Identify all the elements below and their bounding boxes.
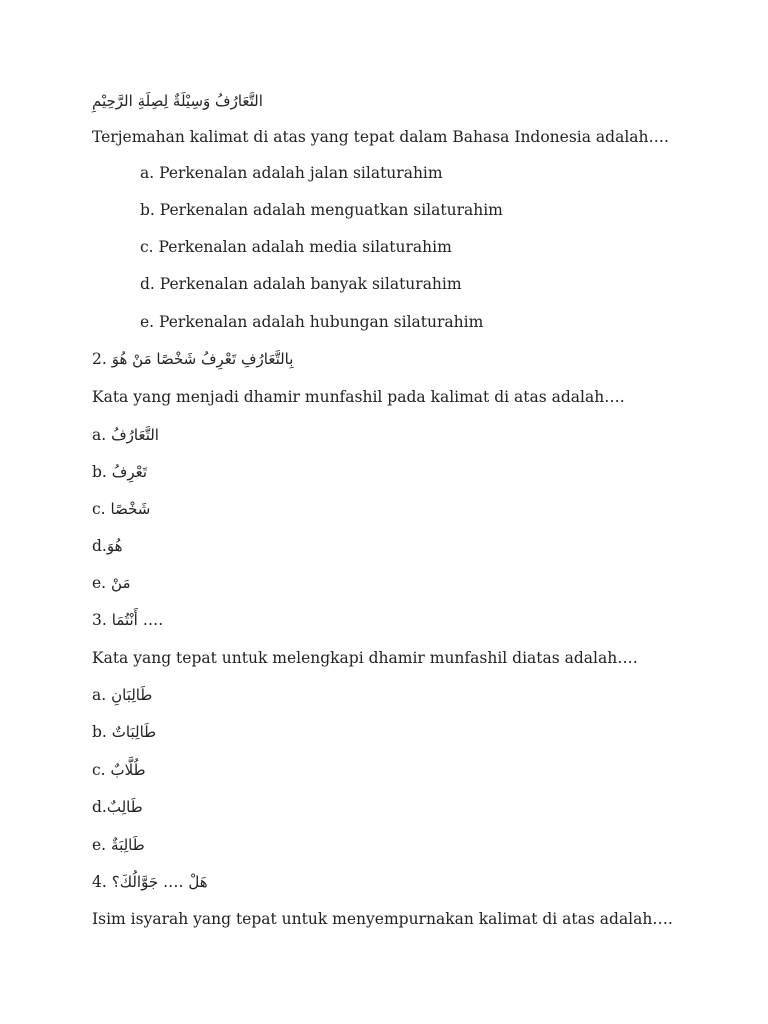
q3-option-d: [92, 796, 143, 818]
q2-prompt: Kata yang menjadi dhamir munfashil pada kalimat di atas adalah….: [92, 388, 625, 406]
q3-option-e: [92, 834, 145, 856]
q1-option-b: b. Perkenalan adalah menguatkan silaturahim: [140, 201, 503, 219]
q2-option-b: [92, 461, 147, 483]
q4-number: 4.: [92, 873, 107, 891]
q3-option-a-letter: a.: [92, 686, 107, 704]
q3-option-d-letter: d.: [92, 798, 107, 816]
q2-option-d-letter: d.: [92, 537, 107, 555]
q2-arabic-sentence: بِالتَّعَارُفِ تَعْرِفُ شَخْصًا مَنْ هُوَ: [111, 350, 294, 368]
q2-option-a: [92, 424, 159, 446]
q4-arabic-start: هَلْ: [188, 873, 208, 891]
q3-option-e-letter: e.: [92, 836, 107, 854]
q2-option-a-letter: a.: [92, 426, 107, 444]
q4-header: [92, 871, 208, 893]
q2-number: 2.: [92, 350, 107, 368]
q2-option-c: [92, 498, 150, 520]
q2-option-e-letter: e.: [92, 574, 107, 592]
q2-option-e-text: مَنْ: [111, 574, 131, 592]
q3-option-a-text: طَالِبَانِ: [111, 686, 153, 704]
q2-option-b-letter: b.: [92, 463, 107, 481]
q2-option-d-text: هُوَ: [106, 537, 123, 555]
q4-blank: ….: [163, 873, 184, 891]
q3-header: [92, 609, 163, 631]
q1-option-a: a. Perkenalan adalah jalan silaturahim: [140, 164, 443, 182]
q4-arabic-end: جَوَّالُكَ؟: [111, 873, 159, 891]
q3-option-c-text: طُلَّابٌ: [110, 761, 146, 779]
q3-option-d-text: طَالِبٌ: [106, 798, 143, 816]
q2-option-d: [92, 535, 123, 557]
q3-number: 3.: [92, 611, 107, 629]
q1-arabic-sentence: التَّعَارُفُ وَسِيْلَةٌ لِصِلَةِ الرَّحِيْمِ: [92, 92, 263, 110]
q1-option-e: e. Perkenalan adalah hubungan silaturahim: [140, 313, 484, 331]
q3-arabic-word: أَنْتُمَا: [111, 611, 138, 629]
q2-option-a-text: التَّعَارُفُ: [111, 426, 159, 444]
q3-option-e-text: طَالِبَةٌ: [111, 836, 145, 854]
q2-option-e: [92, 572, 131, 594]
q1-option-c: c. Perkenalan adalah media silaturahim: [140, 238, 452, 256]
q3-option-a: [92, 684, 152, 706]
q3-blank: ….: [142, 611, 164, 629]
q3-option-b-text: طَالِبَاتٌ: [111, 723, 157, 741]
q1-option-d: d. Perkenalan adalah banyak silaturahim: [140, 275, 462, 293]
q3-option-c: [92, 759, 146, 781]
q3-option-b: [92, 721, 156, 743]
q2-option-b-text: تَعْرِفُ: [111, 463, 148, 481]
q3-option-c-letter: c.: [92, 761, 106, 779]
q4-prompt: Isim isyarah yang tepat untuk menyempurnakan kalimat di atas adalah….: [92, 910, 673, 928]
q2-option-c-text: شَخْصًا: [110, 500, 151, 518]
q2-header: [92, 348, 293, 370]
q3-prompt: Kata yang tepat untuk melengkapi dhamir munfashil diatas adalah….: [92, 649, 638, 667]
q3-option-b-letter: b.: [92, 723, 107, 741]
q2-option-c-letter: c.: [92, 500, 106, 518]
q1-prompt: Terjemahan kalimat di atas yang tepat dalam Bahasa Indonesia adalah….: [92, 128, 669, 146]
